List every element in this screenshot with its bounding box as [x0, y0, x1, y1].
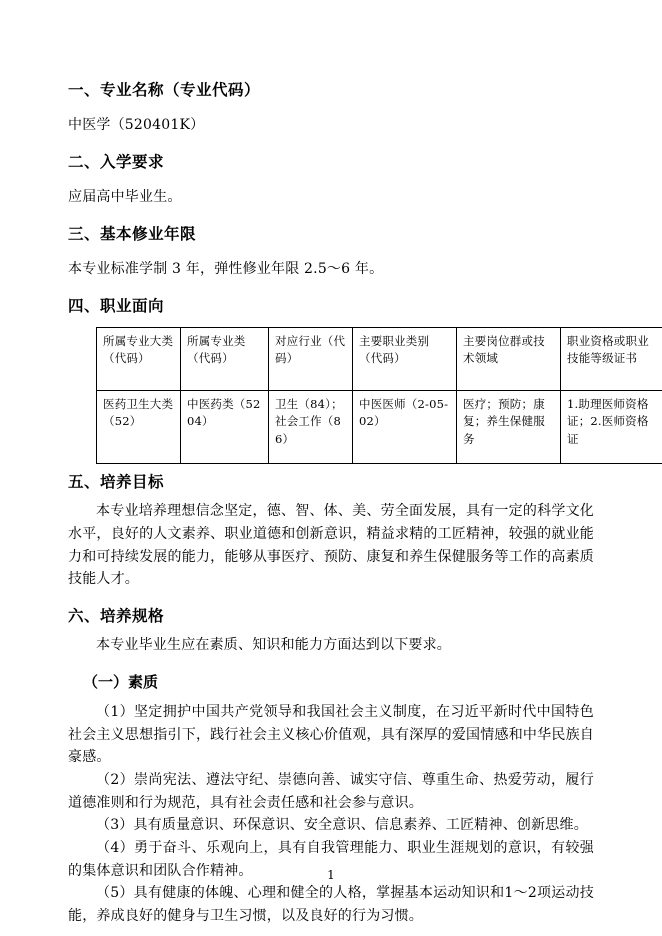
list-item: （4）勇于奋斗、乐观向上，具有自我管理能力、职业生涯规划的意识，有较强的集体意识和团队合作精神。 [68, 839, 594, 879]
list-item: （2）崇尚宪法、遵法守纪、崇德向善、诚实守信、尊重生命、热爱劳动，履行道德准则和行为规范，具有社会责任感和社会参与意识。 [68, 771, 594, 811]
section-paragraph-2: 应届高中毕业生。 [68, 189, 182, 206]
section-paragraph-6: 本专业毕业生应在素质、知识和能力方面达到以下要求。 [96, 637, 451, 654]
section-heading-6: 六、培养规格 [68, 605, 165, 625]
list-item: （3）具有质量意识、环保意识、安全意识、信息素养、工匠精神、创新思维。 [96, 817, 588, 834]
quality-requirements-list [68, 701, 594, 928]
table-header-row [97, 328, 662, 391]
table-header-positions: 主要岗位群或技术领域 [457, 328, 561, 391]
table-header-occupation: 主要职业类别（代码） [353, 328, 457, 391]
list-item: （1）坚定拥护中国共产党领导和我国社会主义制度，在习近平新时代中国特色社会主义思想指引下，践行社会主义核心价值观，具有深厚的爱国情感和中华民族自豪感。 [68, 703, 594, 766]
section-paragraph-1: 中医学（520401K） [68, 117, 205, 134]
section-heading-4: 四、职业面向 [68, 295, 165, 315]
table-header-major-class: 所属专业类（代码） [181, 328, 269, 391]
table-header-certificates: 职业资格或职业技能等级证书 [561, 328, 662, 391]
section-heading-3: 三、基本修业年限 [68, 223, 197, 243]
section-heading-5: 五、培养目标 [68, 472, 165, 492]
table-cell-major-category: 医药卫生大类（52） [97, 391, 181, 464]
section-paragraph-5: 本专业培养理想信念坚定，德、智、体、美、劳全面发展，具有一定的科学文化水平，良好的人文素养、职业道德和创新意识，精益求精的工匠精神，较强的就业能力和可持续发展的能力，能够从事医疗、预防、康复和养生保健服务等工作的高素质技能人才。 [68, 503, 594, 588]
table-cell-major-class: 中医药类（5204） [181, 391, 269, 464]
table-cell-occupation: 中医医师（2-05-02） [353, 391, 457, 464]
page-number: 1 [327, 868, 335, 882]
section-heading-2: 二、入学要求 [68, 151, 165, 171]
table-cell-certificates: 1.助理医师资格证；2.医师资格证 [561, 391, 662, 464]
table-header-industry: 对应行业（代码） [269, 328, 353, 391]
list-item: （5）具有健康的体魄、心理和健全的人格，掌握基本运动知识和1～2项运动技能，养成良好的健身与卫生习惯，以及良好的行为习惯。 [68, 885, 594, 924]
section-paragraph-3: 本专业标准学制 3 年，弹性修业年限 2.5～6 年。 [68, 261, 384, 278]
table-row [97, 391, 662, 464]
table-header-major-category: 所属专业大类（代码） [97, 328, 181, 391]
section-heading-1: 一、专业名称（专业代码） [68, 80, 261, 99]
subsection-heading-quality: （一）素质 [83, 672, 159, 691]
career-orientation-table [96, 327, 662, 464]
table-cell-industry: 卫生（84）；社会工作（86） [269, 391, 353, 464]
table-cell-positions: 医疗；预防；康复；养生保健服务 [457, 391, 561, 464]
